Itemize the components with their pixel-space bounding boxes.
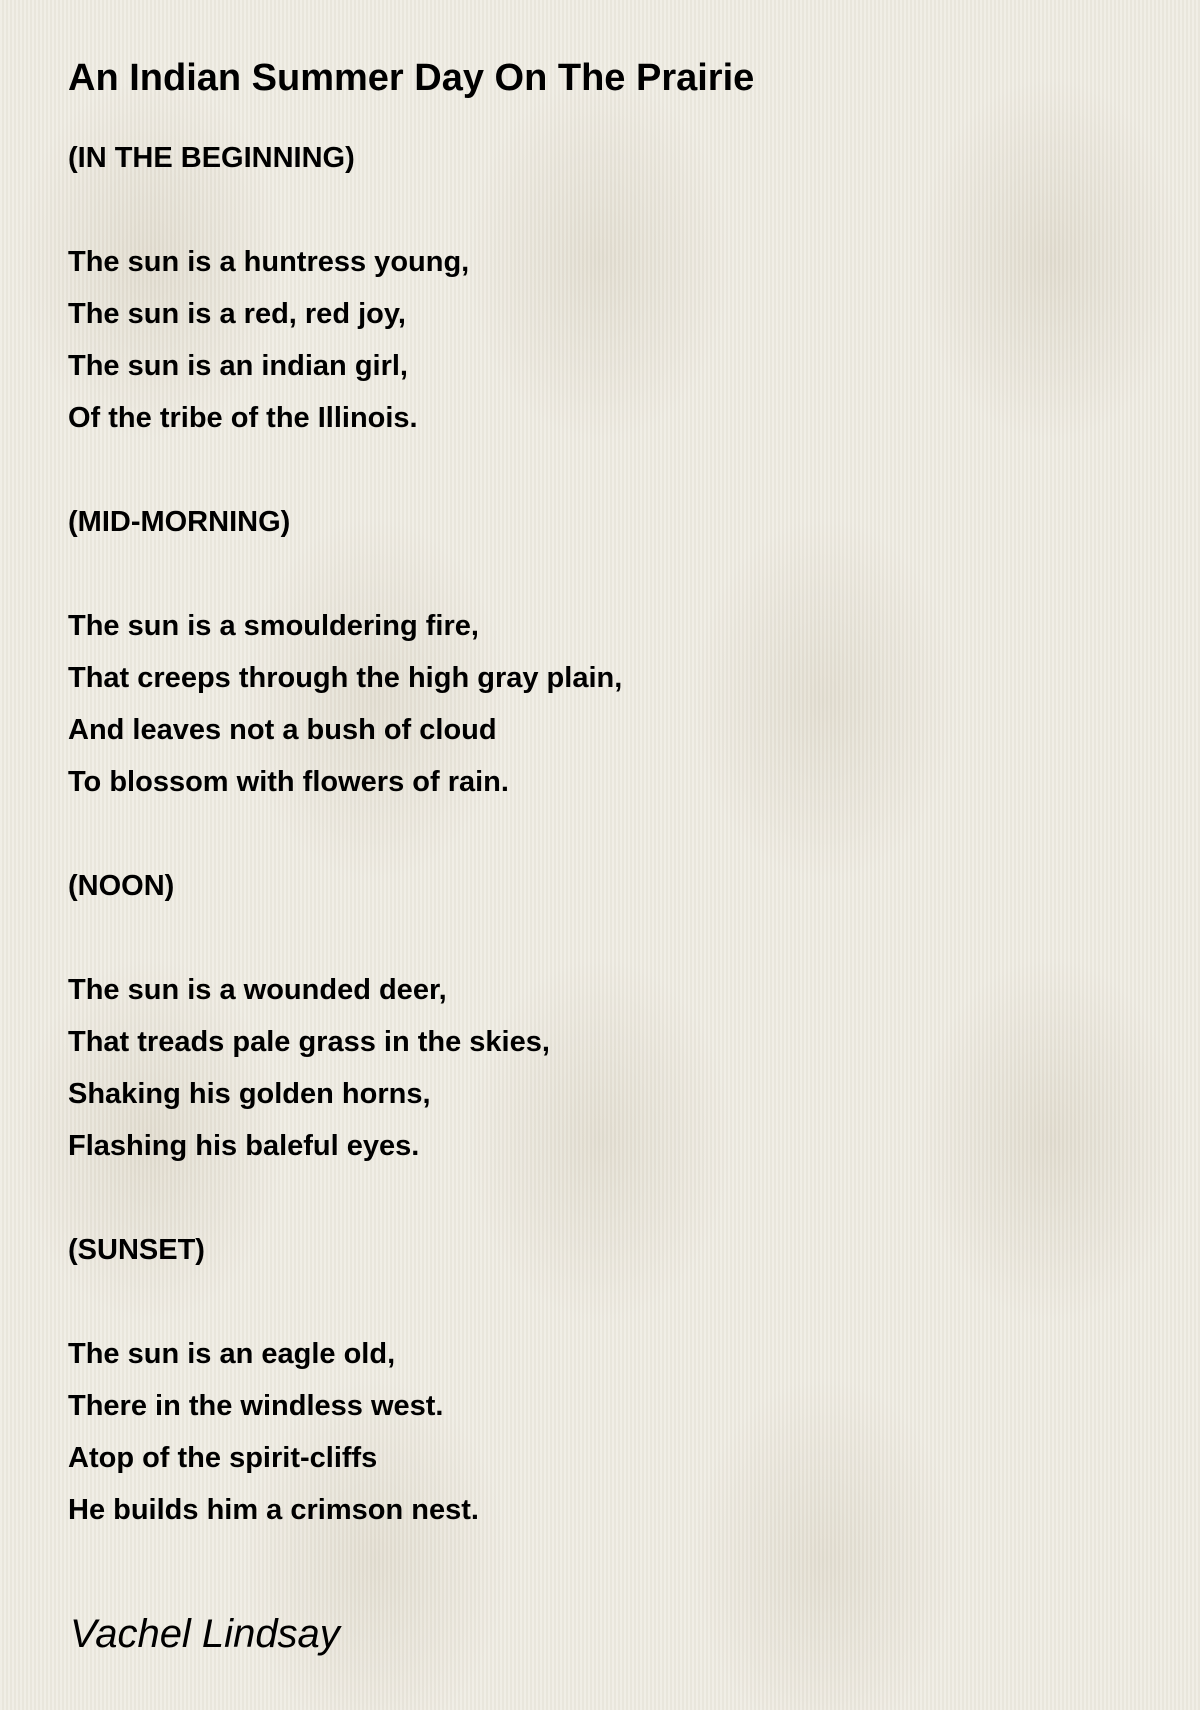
poem-line: The sun is an indian girl,	[68, 350, 408, 382]
poem-line: And leaves not a bush of cloud	[68, 714, 497, 746]
spacer	[68, 808, 1148, 860]
poem-title: An Indian Summer Day On The Prairie	[68, 57, 755, 99]
spacer	[68, 1172, 1148, 1224]
poem-line: There in the windless west.	[68, 1390, 444, 1422]
spacer	[68, 444, 1148, 496]
section-heading: (NOON)	[68, 870, 175, 902]
section-noon	[68, 860, 1148, 1224]
section-heading: (MID-MORNING)	[68, 506, 291, 538]
spacer	[68, 912, 1148, 964]
section-mid-morning	[68, 496, 1148, 860]
section-heading: (IN THE BEGINNING)	[68, 142, 355, 174]
poem-line: He builds him a crimson nest.	[68, 1494, 479, 1526]
poem-line: Of the tribe of the Illinois.	[68, 402, 418, 434]
section-sunset	[68, 1224, 1148, 1536]
section-heading: (SUNSET)	[68, 1234, 205, 1266]
spacer	[68, 184, 1148, 236]
poem-line: The sun is a wounded deer,	[68, 974, 447, 1006]
author-name: Vachel Lindsay	[70, 1612, 340, 1656]
poem-line: Atop of the spirit-cliffs	[68, 1442, 378, 1474]
poem-line: The sun is a huntress young,	[68, 246, 470, 278]
spacer	[68, 108, 1148, 132]
section-in-the-beginning	[68, 132, 1148, 496]
spacer	[68, 548, 1148, 600]
spacer	[68, 1276, 1148, 1328]
poem-line: Flashing his baleful eyes.	[68, 1130, 420, 1162]
poem-container	[68, 48, 1148, 1536]
poem-line: Shaking his golden horns,	[68, 1078, 431, 1110]
poem-line: That treads pale grass in the skies,	[68, 1026, 550, 1058]
poem-line: To blossom with flowers of rain.	[68, 766, 509, 798]
poem-line: That creeps through the high gray plain,	[68, 662, 623, 694]
poem-line: The sun is a red, red joy,	[68, 298, 406, 330]
poem-line: The sun is a smouldering fire,	[68, 610, 479, 642]
poem-line: The sun is an eagle old,	[68, 1338, 396, 1370]
